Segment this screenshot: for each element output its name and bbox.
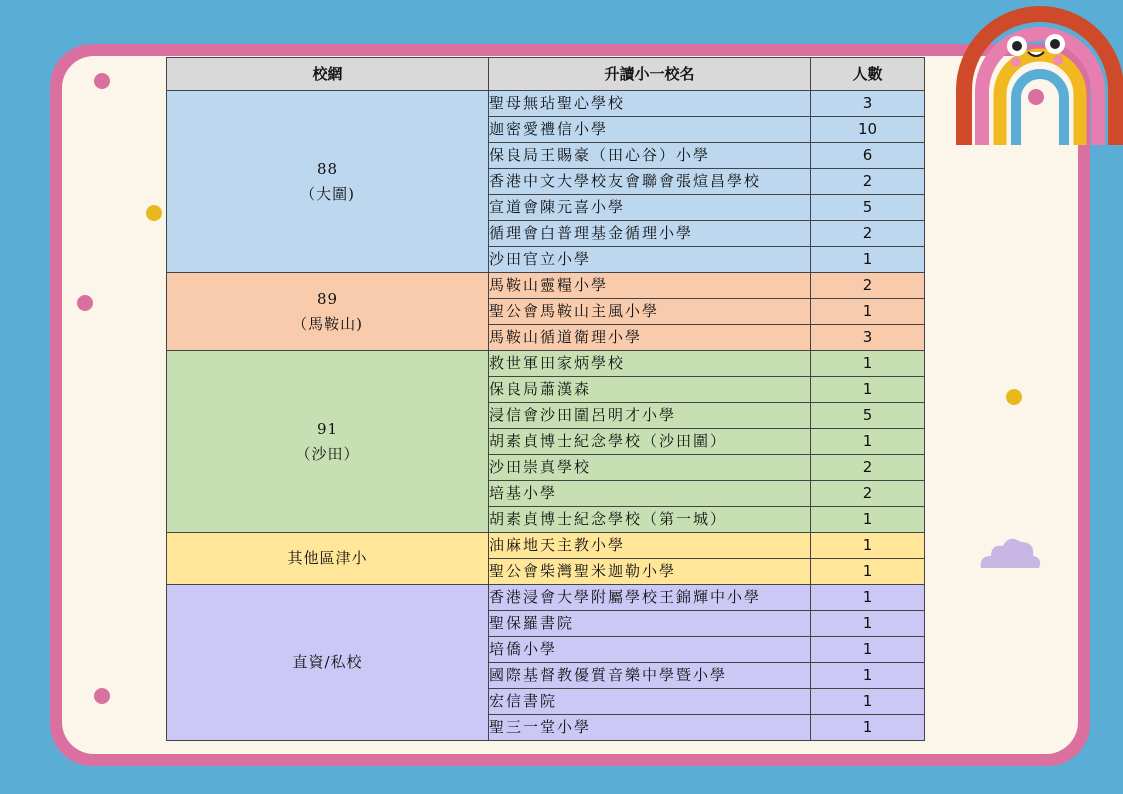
pink-dot-decoration: [94, 73, 110, 89]
student-count-cell: 2: [811, 455, 925, 481]
school-name-cell: 聖公會柴灣聖米迦勒小學: [489, 559, 811, 585]
district-cell: [167, 533, 489, 585]
school-name-cell: 胡素貞博士紀念學校（沙田圍）: [489, 429, 811, 455]
school-name-cell: 香港中文大學校友會聯會張煊昌學校: [489, 169, 811, 195]
district-area-label: （沙田）: [295, 444, 360, 463]
student-count-cell: 2: [811, 273, 925, 299]
pink-dot-decoration: [77, 295, 93, 311]
table-row: [167, 351, 925, 377]
district-area-label: （大圍): [300, 184, 355, 203]
school-name-cell: 馬鞍山循道衛理小學: [489, 325, 811, 351]
table-body: [167, 91, 925, 741]
student-count-cell: 5: [811, 195, 925, 221]
school-name-cell: 胡素貞博士紀念學校（第一城）: [489, 507, 811, 533]
student-count-cell: 1: [811, 689, 925, 715]
school-name-cell: 聖三一堂小學: [489, 715, 811, 741]
school-name-cell: 迦密愛禮信小學: [489, 117, 811, 143]
district-label: 直資/私校: [292, 653, 363, 671]
school-name-cell: 國際基督教優質音樂中學暨小學: [489, 663, 811, 689]
school-name-cell: 救世軍田家炳學校: [489, 351, 811, 377]
student-count-cell: 1: [811, 429, 925, 455]
student-count-cell: 1: [811, 559, 925, 585]
district-label: 88: [316, 159, 339, 178]
table-row: [167, 273, 925, 299]
district-cell: [167, 91, 489, 273]
school-name-cell: 沙田崇真學校: [489, 455, 811, 481]
student-count-cell: 1: [811, 299, 925, 325]
student-count-cell: 1: [811, 611, 925, 637]
school-name-cell: 培僑小學: [489, 637, 811, 663]
student-count-cell: 1: [811, 663, 925, 689]
school-name-cell: 保良局王賜豪（田心谷）小學: [489, 143, 811, 169]
header-count: 人數: [811, 58, 925, 91]
table-header-row: [167, 58, 925, 91]
student-count-cell: 5: [811, 403, 925, 429]
school-name-cell: 循理會白普理基金循理小學: [489, 221, 811, 247]
student-count-cell: 1: [811, 247, 925, 273]
student-count-cell: 2: [811, 221, 925, 247]
school-name-cell: 宏信書院: [489, 689, 811, 715]
district-area-label: （馬鞍山): [292, 314, 363, 333]
yellow-dot-decoration: [1006, 389, 1022, 405]
header-school: 升讀小一校名: [489, 58, 811, 91]
student-count-cell: 3: [811, 91, 925, 117]
student-count-cell: 1: [811, 715, 925, 741]
student-count-cell: 3: [811, 325, 925, 351]
cloud-icon: [975, 530, 1045, 572]
student-count-cell: 2: [811, 169, 925, 195]
header-district: 校網: [167, 58, 489, 91]
school-name-cell: 油麻地天主教小學: [489, 533, 811, 559]
table-row: [167, 533, 925, 559]
district-cell: [167, 585, 489, 741]
school-name-cell: 聖母無玷聖心學校: [489, 91, 811, 117]
school-name-cell: 保良局蕭漢森: [489, 377, 811, 403]
pink-dot-decoration: [94, 688, 110, 704]
student-count-cell: 1: [811, 637, 925, 663]
student-count-cell: 2: [811, 481, 925, 507]
school-name-cell: 馬鞍山靈糧小學: [489, 273, 811, 299]
school-name-cell: 香港浸會大學附屬學校王錦輝中小學: [489, 585, 811, 611]
district-label: 91: [316, 419, 339, 438]
student-count-cell: 10: [811, 117, 925, 143]
school-name-cell: 聖保羅書院: [489, 611, 811, 637]
district-label: 89: [316, 289, 339, 308]
student-count-cell: 1: [811, 533, 925, 559]
district-cell: [167, 273, 489, 351]
student-count-cell: 6: [811, 143, 925, 169]
student-count-cell: 1: [811, 507, 925, 533]
table-row: [167, 585, 925, 611]
school-name-cell: 聖公會馬鞍山主風小學: [489, 299, 811, 325]
school-name-cell: 浸信會沙田圍呂明才小學: [489, 403, 811, 429]
school-name-cell: 沙田官立小學: [489, 247, 811, 273]
school-name-cell: 培基小學: [489, 481, 811, 507]
student-count-cell: 1: [811, 585, 925, 611]
district-label: 其他區津小: [287, 549, 368, 567]
table-row: [167, 91, 925, 117]
student-count-cell: 1: [811, 351, 925, 377]
school-admission-table: [166, 57, 925, 741]
district-cell: [167, 351, 489, 533]
yellow-dot-decoration: [146, 205, 162, 221]
rainbow-face-icon: [950, 0, 1123, 160]
school-name-cell: 宣道會陳元喜小學: [489, 195, 811, 221]
student-count-cell: 1: [811, 377, 925, 403]
